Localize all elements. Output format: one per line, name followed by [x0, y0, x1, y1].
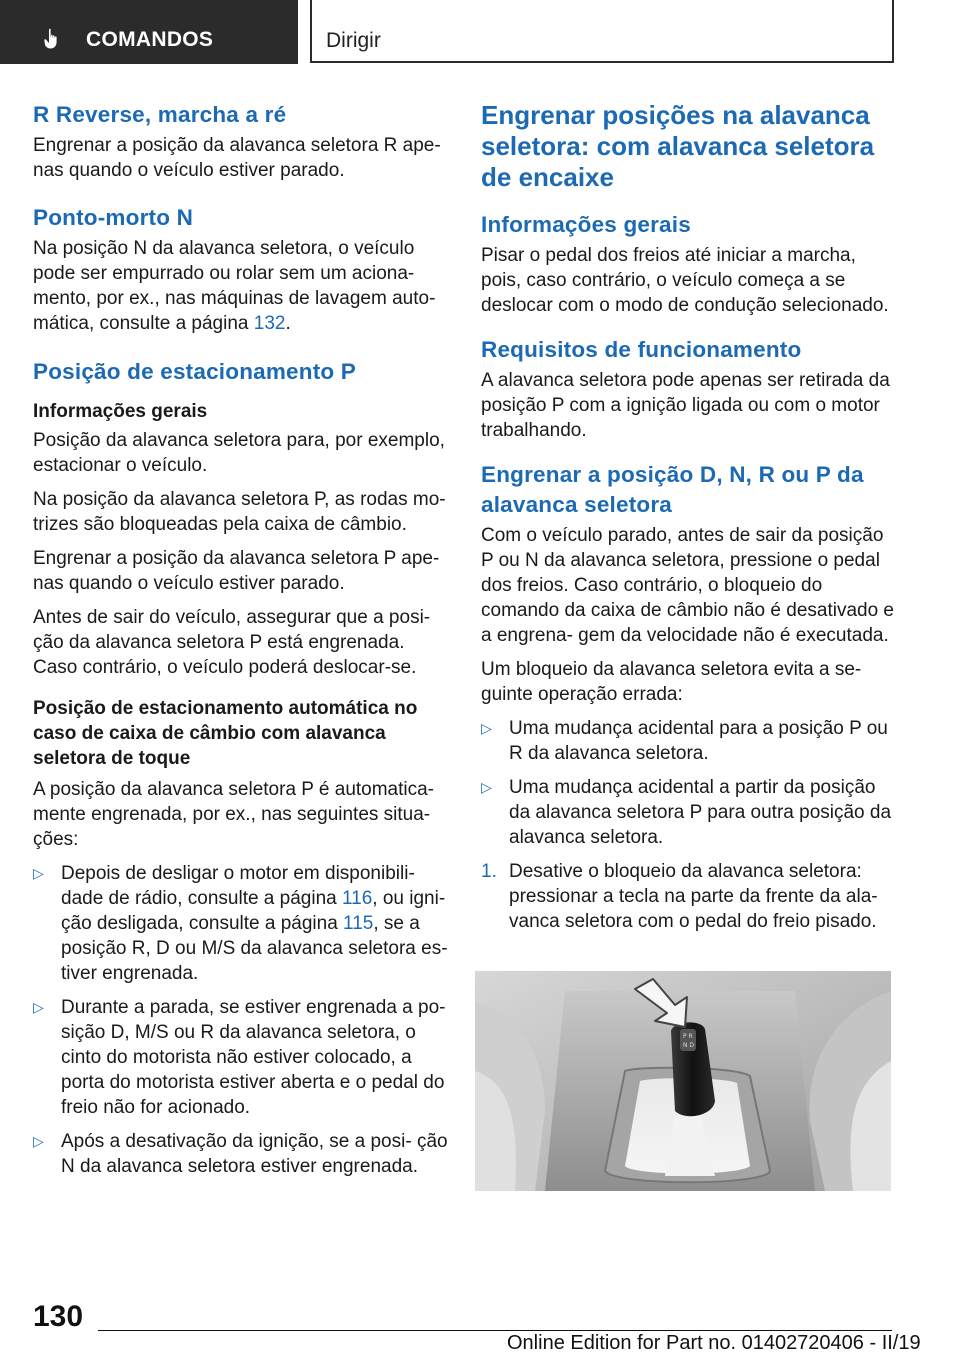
list-item [33, 1129, 448, 1179]
list-item [481, 716, 897, 766]
general-text: Pisar o pedal dos freios até iniciar a marcha, pois, caso contrário, o veículo começa a se deslocar com o modo de condução selecionado. [481, 245, 889, 316]
step-item [481, 859, 897, 934]
triangle-right-outline-icon: ▷ [481, 720, 492, 736]
neutral-text-end: . [285, 313, 291, 334]
page-ref-link[interactable]: 115 [343, 913, 374, 934]
triangle-right-outline-icon: ▷ [481, 779, 492, 795]
hand-pointer-icon [40, 27, 64, 51]
engage-p1: Com o veículo parado, antes de sair da posição P ou N da alavanca seletora, pressione o pedal dos freios. Caso contrário, o bloqueio do comando da caixa de câmbio não é desativado e a engrena‐ gem da velocidade não é executada. [481, 525, 894, 646]
section-title: Dirigir [326, 29, 381, 52]
item-text: Uma mudança acidental para a posição P ou R da alavanca seletora. [509, 718, 888, 764]
step-number: 1. [481, 861, 497, 882]
list-item [33, 995, 448, 1120]
item-text: Depois de desligar o motor em disponibili‐ dade de rádio, consulte a página [61, 863, 415, 909]
park-subheading: Informações gerais [33, 401, 208, 422]
general-heading: Informações gerais [481, 212, 691, 237]
chapter-tab-label: COMANDOS [86, 28, 214, 51]
triangle-right-outline-icon: ▷ [33, 999, 44, 1015]
section-header [310, 0, 894, 63]
triangle-right-outline-icon: ▷ [33, 1133, 44, 1149]
footer-edition: Online Edition for Part no. 01402720406 - II/19 [507, 1332, 921, 1354]
auto-park-intro: A posição da alavanca seletora P é automatica‐ mente engrenada, por ex., nas seguintes situa‐ ções: [33, 779, 435, 850]
main-heading: Engrenar posições na alavanca seletora: com alavanca seletora de encaixe [481, 100, 875, 192]
page-ref-link[interactable]: 132 [253, 313, 286, 334]
item-text: , se a posição R, D ou M/S da alavanca seletora es‐ tiver engrenada. [61, 913, 448, 984]
item-text: Durante a parada, se estiver engrenada a po‐ sição D, M/S ou R da alavanca seletora, o cinto do motorista não estiver colocado, a porta do motorista estiver aberta e o pedal do freio não for acionado. [61, 997, 446, 1118]
engage-p2: Um bloqueio da alavanca seletora evita a se‐ guinte operação errada: [481, 659, 862, 705]
item-text: Desative o bloqueio da alavanca seletora: pressionar a tecla na parte da frente da ala‐ vanca seletora com o pedal do freio pisado. [509, 861, 878, 932]
item-text: Uma mudança acidental a partir da posição da alavanca seletora P para outra posição da alavanca seletora. [509, 777, 892, 848]
item-text: , ou igni‐ ção desligada, consulte a página [61, 888, 446, 934]
neutral-heading: Ponto-morto N [33, 205, 194, 230]
park-p3: Engrenar a posição da alavanca seletora P ape‐ nas quando o veículo estiver parado. [33, 548, 440, 594]
auto-park-list [33, 861, 448, 1179]
list-item [33, 861, 448, 986]
svg-text:P R: P R [683, 1033, 693, 1040]
page-ref-link[interactable]: 116 [342, 888, 373, 909]
svg-text:N D: N D [683, 1042, 695, 1049]
page-number: 130 [33, 1300, 84, 1333]
right-column [481, 100, 897, 934]
engage-list [481, 716, 897, 934]
park-heading: Posição de estacionamento P [33, 359, 357, 384]
left-column [33, 100, 448, 1179]
item-text: Após a desativação da ignição, se a posi‐ ção N da alavanca seletora estiver engrenada. [61, 1131, 448, 1177]
neutral-text-part: Na posição N da alavanca seletora, o veículo pode ser empurrado ou rolar sem um aciona‐ mento, por ex., nas máquinas de lavagem auto‐ mática, consulte a página [33, 238, 436, 334]
park-p2: Na posição da alavanca seletora P, as rodas mo‐ trizes são bloqueadas pela caixa de câmbio. [33, 489, 446, 535]
park-p4: Antes de sair do veículo, assegurar que a posi‐ ção da alavanca seletora P está engrenada. Caso contrário, o veículo poderá deslocar-se. [33, 607, 431, 678]
list-item [481, 775, 897, 850]
gear-lever-illustration [475, 971, 891, 1191]
reverse-heading: R Reverse, marcha a ré [33, 102, 287, 127]
auto-park-heading: Posição de estacionamento automática no caso de caixa de câmbio com alavanca seletora de toque [33, 698, 418, 769]
requirements-text: A alavanca seletora pode apenas ser retirada da posição P com a ignição ligada ou com o motor trabalhando. [481, 370, 890, 441]
engage-heading: Engrenar a posição D, N, R ou P da alavanca seletora [481, 462, 864, 517]
park-p1: Posição da alavanca seletora para, por exemplo, estacionar o veículo. [33, 430, 445, 476]
triangle-right-outline-icon: ▷ [33, 865, 44, 881]
requirements-heading: Requisitos de funcionamento [481, 337, 802, 362]
chapter-tab[interactable] [0, 0, 298, 64]
neutral-text [33, 236, 448, 336]
footer-divider [98, 1330, 892, 1331]
reverse-text: Engrenar a posição da alavanca seletora R ape‐ nas quando o veículo estiver parado. [33, 135, 441, 181]
